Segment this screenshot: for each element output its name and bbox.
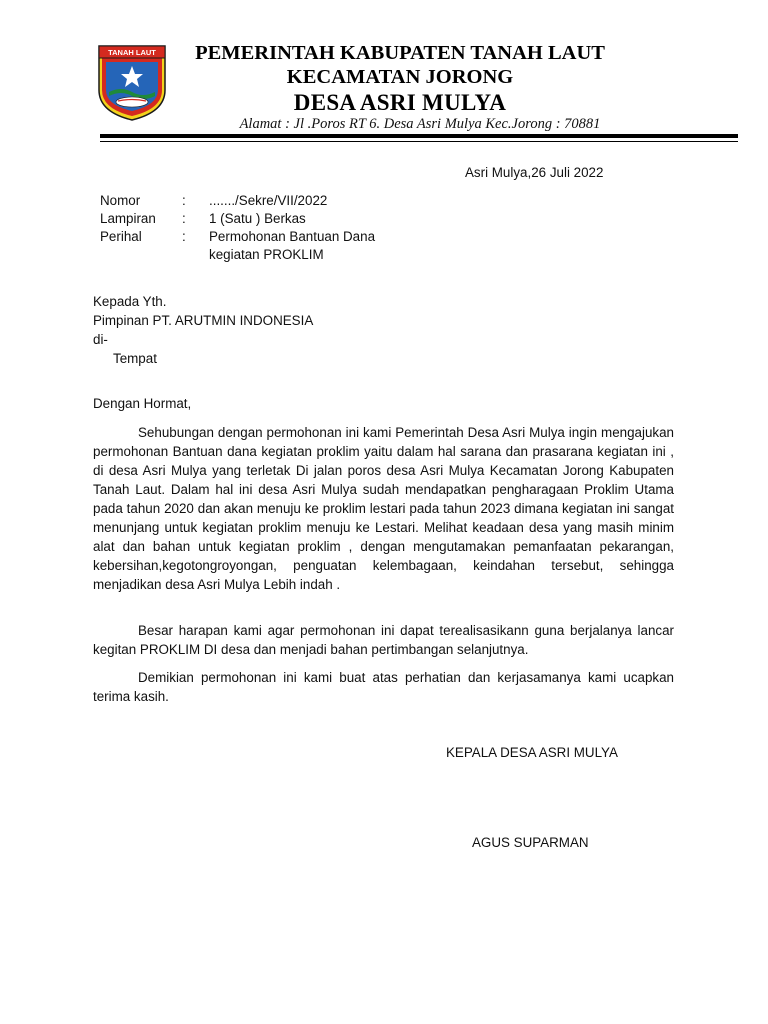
meta-value: kegiatan PROKLIM [209,247,324,262]
meta-row-lampiran [100,210,429,228]
meta-value: 1 (Satu ) Berkas [209,211,306,226]
logo-text: TANAH LAUT [108,48,156,57]
addressee-line: Pimpinan PT. ARUTMIN INDONESIA [93,313,314,328]
letterhead-line-2: KECAMATAN JORONG [286,66,514,88]
addressee-line: di- [93,332,108,347]
letter-meta-block [100,192,429,264]
letterhead-divider-thin [100,141,738,142]
meta-label: Lampiran [100,211,156,226]
meta-value: Permohonan Bantuan Dana [209,229,376,244]
addressee-line: Kepada Yth. [93,294,167,309]
body-paragraph-2 [93,621,674,659]
paragraph-text: Demikian permohonan ini kami buat atas perhatian dan kerjasamanya kami ucapkan terima kasih. [93,670,674,704]
letterhead-line-1: PEMERINTAH KABUPATEN TANAH LAUT [195,42,605,64]
meta-colon: : [182,193,186,208]
body-paragraph-3 [93,668,674,706]
meta-colon: : [182,229,186,244]
tanah-laut-emblem-logo [97,44,167,122]
addressee-line: Tempat [113,351,157,366]
meta-label: Perihal [100,229,142,244]
meta-label [100,246,182,264]
letter-date: Asri Mulya,26 Juli 2022 [465,165,604,180]
letterhead-line-3: DESA ASRI MULYA [293,90,507,115]
paragraph-text: Sehubungan dengan permohonan ini kami Pemerintah Desa Asri Mulya ingin mengajukan permohonan Bantuan dana kegiatan proklim yaitu dalam hal sarana dan prasarana kegiatan ini , di desa Asri Mulya yang terletak Di jalan poros desa Asri Mulya Kecamatan Jorong Kabupaten Tanah Laut. Dalam hal ini desa Asri Mulya sudah mendapatkan pengharagaan Proklim Utama pada tahun 2020 dan akan menuju ke proklim lestari pada tahun 2023 dimana kegiatan ini sangat menunjang untuk kegiatan proklim menuju ke Lestari. Melihat keadaan desa yang masih minim alat dan bahan untuk kegiatan proklim , dengan mengutamakan pemanfaatan pekarangan, kebersihan,kegotongroyongan, penguatan kelembagaan, keindahan tersebut, sehingga menjadikan desa Asri Mulya Lebih indah . [93,425,674,592]
meta-colon [182,246,209,264]
meta-label: Nomor [100,193,141,208]
body-paragraph-1 [93,423,674,594]
addressee-block [93,292,313,368]
paragraph-text: Besar harapan kami agar permohonan ini dapat terealisasikann guna berjalanya lancar kegitan PROKLIM DI desa dan menjadi bahan pertimbangan selanjutnya. [93,623,674,657]
signature-title: KEPALA DESA ASRI MULYA [446,745,618,760]
salutation: Dengan Hormat, [93,396,192,411]
letterhead-address: Alamat : Jl .Poros RT 6. Desa Asri Mulya Kec.Jorong : 70881 [239,116,601,132]
letterhead-divider-thick [100,134,738,138]
meta-row-perihal [100,228,429,246]
signature-name: AGUS SUPARMAN [472,835,589,850]
meta-value: ......./Sekre/VII/2022 [209,193,328,208]
meta-row-nomor [100,192,429,210]
meta-colon: : [182,211,186,226]
meta-row-perihal-continued [100,246,429,264]
